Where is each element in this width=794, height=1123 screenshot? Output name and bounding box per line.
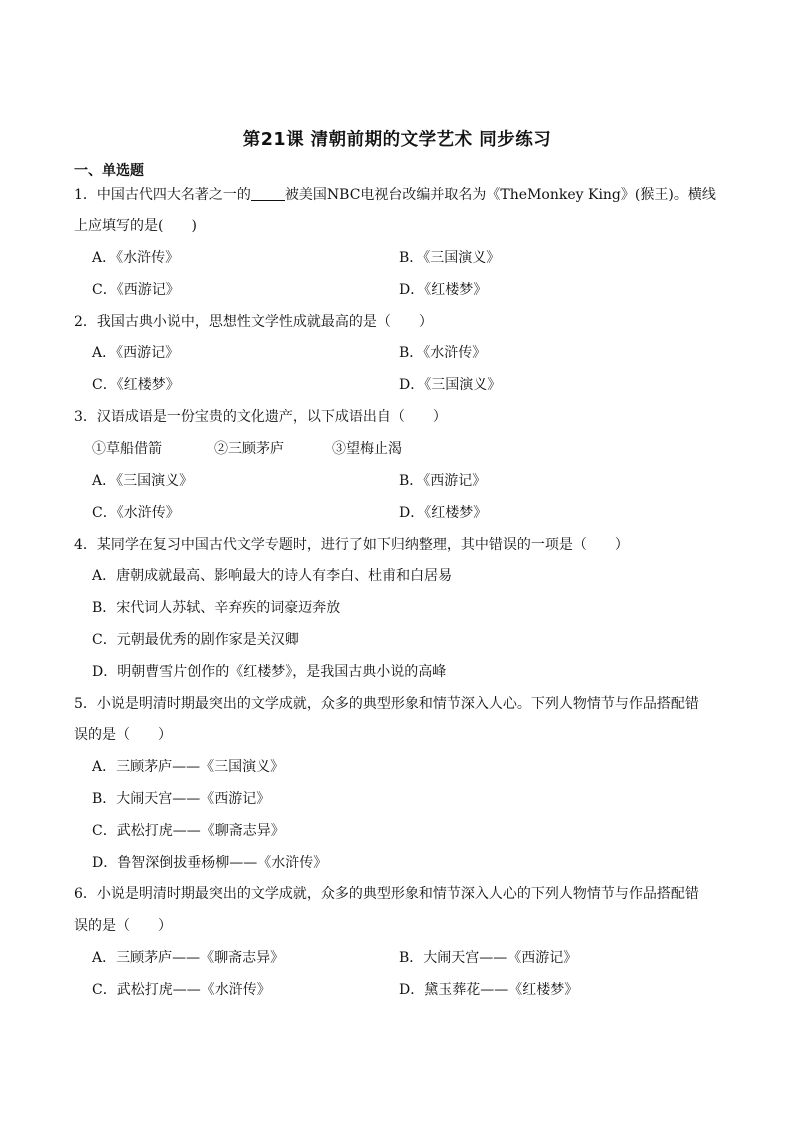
q1-option-c[interactable]: C．《西游记》	[92, 282, 180, 298]
q2-option-b[interactable]: B．《水浒传》	[399, 345, 487, 361]
q5-option-d[interactable]: D．鲁智深倒拔垂杨柳——《水浒传》	[92, 855, 328, 871]
question-1-stem-line2: 上应填写的是( )	[74, 218, 197, 234]
question-5-stem-line2: 误的是（ ）	[74, 727, 172, 743]
question-5-stem: 5．小说是明清时期最突出的文学成就，众多的典型形象和情节深入人心。下列人物情节与作品搭配错	[74, 696, 699, 712]
q2-option-c[interactable]: C．《红楼梦》	[92, 377, 180, 393]
q1-option-a[interactable]: A．《水浒传》	[92, 250, 180, 266]
question-4-stem: 4．某同学在复习中国古代文学专题时，进行了如下归纳整理，其中错误的一项是（ ）	[74, 537, 629, 553]
q6-option-c[interactable]: C．武松打虎——《水浒传》	[92, 982, 271, 998]
q3-item-3: ③望梅止渴	[332, 441, 402, 457]
q3-item-2: ②三顾茅庐	[214, 441, 284, 457]
question-3-stem: 3．汉语成语是一份宝贵的文化遗产，以下成语出自（ ）	[74, 409, 447, 425]
q5-option-b[interactable]: B．大闹天宫——《西游记》	[92, 791, 271, 807]
q2-option-a[interactable]: A．《西游记》	[92, 345, 180, 361]
q3-option-c[interactable]: C．《水浒传》	[92, 505, 180, 521]
question-1-text-a: 1．中国古代四大名著之一的	[74, 187, 251, 203]
q3-item-1: ①草船借箭	[92, 441, 162, 457]
q6-option-d[interactable]: D．黛玉葬花——《红楼梦》	[399, 982, 579, 998]
answer-blank	[251, 186, 285, 201]
q4-option-a[interactable]: A．唐朝成就最高、影响最大的诗人有李白、杜甫和白居易	[92, 568, 453, 584]
q3-option-d[interactable]: D．《红楼梦》	[399, 505, 488, 521]
q2-option-d[interactable]: D．《三国演义》	[399, 377, 502, 393]
q5-option-c[interactable]: C．武松打虎——《聊斋志异》	[92, 823, 285, 839]
q4-option-c[interactable]: C．元朝最优秀的剧作家是关汉卿	[92, 632, 299, 648]
q4-option-d[interactable]: D．明朝曹雪片创作的《红楼梦》，是我国古典小说的高峰	[92, 664, 447, 680]
question-1-text-b: 被美国NBC电视台改编并取名为《TheMonkey King》(猴王)。横线	[284, 187, 716, 203]
q3-option-a[interactable]: A．《三国演义》	[92, 473, 194, 489]
section-heading: 一、单选题	[74, 163, 144, 179]
question-6-stem: 6．小说是明清时期最突出的文学成就，众多的典型形象和情节深入人心的下列人物情节与作品搭配错	[74, 886, 699, 902]
q4-option-b[interactable]: B．宋代词人苏轼、辛弃疾的词豪迈奔放	[92, 600, 341, 616]
q6-option-b[interactable]: B．大闹天宫——《西游记》	[399, 950, 578, 966]
q5-option-a[interactable]: A．三顾茅庐——《三国演义》	[92, 759, 285, 775]
page-title: 第21课 清朝前期的文学艺术 同步练习	[242, 130, 552, 150]
question-2-stem: 2．我国古典小说中，思想性文学性成就最高的是（ ）	[74, 314, 433, 330]
question-1-stem	[74, 185, 724, 205]
q6-option-a[interactable]: A．三顾茅庐——《聊斋志异》	[92, 950, 285, 966]
q3-option-b[interactable]: B．《西游记》	[399, 473, 487, 489]
q1-option-d[interactable]: D．《红楼梦》	[399, 282, 488, 298]
question-6-stem-line2: 误的是（ ）	[74, 918, 172, 934]
q1-option-b[interactable]: B．《三国演义》	[399, 250, 501, 266]
